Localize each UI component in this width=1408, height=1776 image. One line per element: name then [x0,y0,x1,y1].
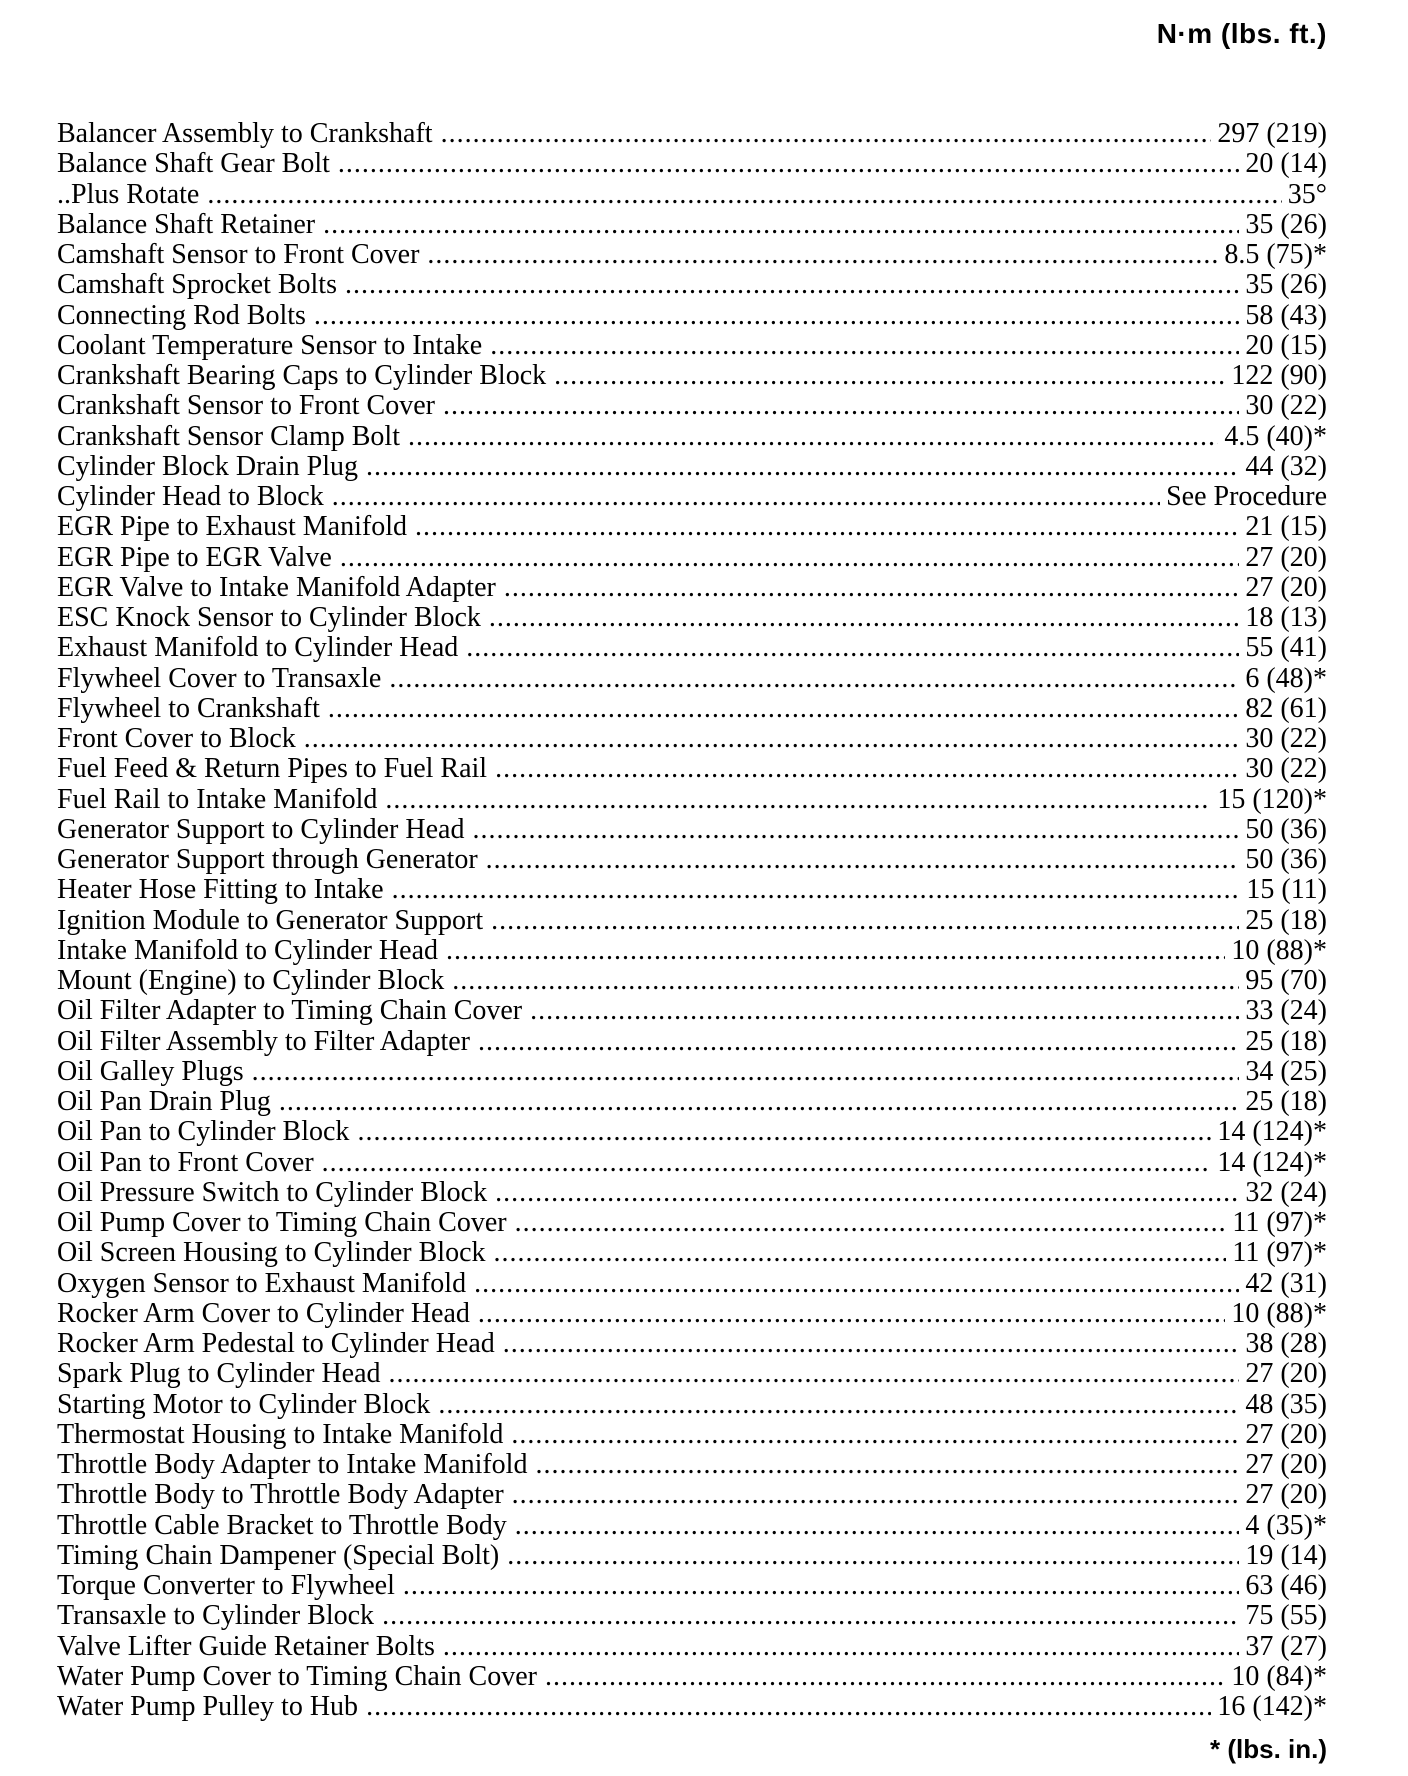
torque-spec-list [57,119,1327,1722]
dot-leader [389,664,1239,694]
spec-row [57,270,1327,300]
dot-leader [466,633,1239,663]
dot-leader [332,482,1160,512]
spec-value: 95 (70) [1245,966,1327,996]
dot-leader [441,119,1212,149]
spec-label: Oil Pan Drain Plug [57,1087,271,1117]
spec-label: EGR Pipe to Exhaust Manifold [57,512,407,543]
dot-leader [495,1178,1239,1208]
spec-row [57,1692,1327,1722]
spec-row [57,906,1327,936]
spec-row [57,391,1327,421]
spec-value: 4 (35)* [1245,1510,1327,1541]
spec-label: Flywheel Cover to Transaxle [57,663,382,694]
spec-label: EGR Pipe to EGR Valve [57,542,332,573]
spec-value: 75 (55) [1245,1601,1327,1632]
dot-leader [530,996,1239,1026]
dot-leader [438,1390,1239,1420]
spec-value: 14 (124)* [1217,1147,1327,1178]
spec-label: ESC Knock Sensor to Cylinder Block [57,603,481,633]
spec-row [57,1027,1327,1057]
spec-value: 4.5 (40)* [1224,421,1327,452]
dot-leader [443,1632,1239,1662]
spec-label: Throttle Cable Bracket to Throttle Body [57,1510,507,1541]
spec-row [57,512,1327,542]
dot-leader [472,815,1239,845]
spec-label: Spark Plug to Cylinder Head [57,1359,381,1390]
spec-row [57,875,1327,905]
spec-label: Coolant Temperature Sensor to Intake [57,330,483,361]
spec-row [57,331,1327,361]
spec-row [57,1299,1327,1329]
spec-label: Rocker Arm Cover to Cylinder Head [57,1298,470,1329]
spec-row [57,301,1327,331]
spec-row [57,573,1327,603]
spec-value: 82 (61) [1245,693,1327,724]
spec-value: 32 (24) [1245,1177,1327,1208]
spec-value: 30 (22) [1245,391,1327,422]
spec-row [57,1541,1327,1571]
spec-label: Thermostat Housing to Intake Manifold [57,1419,504,1450]
spec-label: Camshaft Sensor to Front Cover [57,240,420,270]
spec-row [57,1601,1327,1631]
spec-value: 35° [1287,179,1327,210]
spec-label: Intake Manifold to Cylinder Head [57,935,439,966]
spec-row [57,210,1327,240]
dot-leader [392,875,1241,905]
spec-row [57,845,1327,875]
spec-label: Front Cover to Block [57,724,296,754]
spec-label: Throttle Body to Throttle Body Adapter [57,1480,504,1511]
dot-leader [366,452,1239,482]
spec-row [57,1632,1327,1662]
spec-row [57,361,1327,391]
dot-leader [357,1117,1211,1147]
spec-value: 27 (20) [1245,572,1327,603]
spec-value: 33 (24) [1245,996,1327,1027]
spec-row [57,1662,1327,1692]
spec-label: Water Pump Cover to Timing Chain Cover [57,1661,537,1692]
spec-value: 10 (88)* [1231,935,1327,966]
dot-leader [328,694,1240,724]
spec-value: 25 (18) [1245,1026,1327,1057]
spec-value: 297 (219) [1217,119,1327,149]
spec-value: 20 (15) [1245,330,1327,361]
spec-value: 30 (22) [1245,724,1327,754]
spec-label: Balance Shaft Retainer [57,209,316,240]
spec-label: Generator Support to Cylinder Head [57,814,465,845]
spec-row [57,936,1327,966]
spec-label: Flywheel to Crankshaft [57,693,320,724]
spec-value: 37 (27) [1245,1631,1327,1662]
spec-label: Oil Pan to Front Cover [57,1147,314,1178]
dot-leader [494,1238,1227,1268]
dot-leader [338,149,1239,179]
spec-label: Camshaft Sprocket Bolts [57,270,337,301]
spec-value: 27 (20) [1245,542,1327,573]
dot-leader [515,1511,1240,1541]
spec-value: 44 (32) [1245,451,1327,482]
spec-value: 21 (15) [1245,512,1327,543]
dot-leader [385,785,1211,815]
dot-leader [366,1692,1211,1722]
spec-value: 8.5 (75)* [1224,240,1327,270]
dot-leader [443,391,1239,421]
spec-label: Transaxle to Cylinder Block [57,1601,375,1632]
dot-leader [446,936,1225,966]
spec-row [57,149,1327,179]
spec-row [57,785,1327,815]
footnote-lbs-in: * (lbs. in.) [1210,1734,1327,1764]
dot-leader [478,1027,1239,1057]
spec-label: Torque Converter to Flywheel [57,1571,395,1601]
spec-value: 58 (43) [1245,300,1327,331]
spec-row [57,724,1327,754]
spec-value: 34 (25) [1245,1056,1327,1087]
spec-row [57,452,1327,482]
dot-leader [322,1148,1212,1178]
spec-value: 50 (36) [1245,845,1327,875]
spec-label: ..Plus Rotate [57,179,200,210]
spec-value: 27 (20) [1245,1480,1327,1511]
spec-value: 35 (26) [1245,270,1327,301]
dot-leader [389,1359,1240,1389]
spec-label: Crankshaft Sensor Clamp Bolt [57,421,400,452]
spec-label: Exhaust Manifold to Cylinder Head [57,633,459,664]
dot-leader [415,512,1239,542]
dot-leader [495,754,1239,784]
spec-row [57,1359,1327,1389]
spec-value: 27 (20) [1245,1419,1327,1450]
spec-label: Oil Pressure Switch to Cylinder Block [57,1177,488,1208]
dot-leader [491,906,1239,936]
spec-row [57,1390,1327,1420]
spec-row [57,1057,1327,1087]
spec-label: Cylinder Block Drain Plug [57,451,358,482]
spec-row [57,694,1327,724]
spec-value: 122 (90) [1231,361,1327,391]
spec-row [57,543,1327,573]
spec-label: Balance Shaft Gear Bolt [57,149,330,180]
spec-label: Oil Screen Housing to Cylinder Block [57,1238,486,1269]
spec-label: Oil Galley Plugs [57,1056,244,1087]
spec-row [57,1238,1327,1268]
spec-value: 63 (46) [1245,1571,1327,1601]
spec-value: 10 (88)* [1231,1298,1327,1329]
spec-label: Fuel Feed & Return Pipes to Fuel Rail [57,754,488,785]
spec-row [57,1511,1327,1541]
dot-leader [345,270,1239,300]
spec-value: 35 (26) [1245,209,1327,240]
spec-value: 42 (31) [1245,1268,1327,1299]
spec-row [57,1148,1327,1178]
spec-row [57,1178,1327,1208]
spec-row [57,1208,1327,1238]
spec-row [57,422,1327,452]
dot-leader [490,331,1239,361]
spec-label: Crankshaft Sensor to Front Cover [57,391,435,422]
dot-leader [503,1329,1240,1359]
spec-label: Heater Hose Fitting to Intake [57,875,384,906]
dot-leader [452,966,1239,996]
unit-header: N·m (lbs. ft.) [1156,18,1327,49]
dot-leader [504,573,1240,603]
spec-value: 27 (20) [1245,1450,1327,1480]
spec-value: 27 (20) [1245,1359,1327,1390]
dot-leader [515,1208,1227,1238]
spec-label: Water Pump Pulley to Hub [57,1692,359,1722]
spec-row [57,633,1327,663]
spec-value: 15 (11) [1246,875,1327,906]
spec-row [57,1450,1327,1480]
spec-value: 11 (97)* [1232,1238,1327,1269]
spec-value: 20 (14) [1245,149,1327,180]
spec-row [57,603,1327,633]
spec-value: 48 (35) [1245,1389,1327,1420]
spec-label: Generator Support through Generator [57,845,478,875]
dot-leader [511,1420,1239,1450]
dot-leader [535,1450,1239,1480]
dot-leader [507,1541,1239,1571]
spec-row [57,180,1327,210]
dot-leader [279,1087,1239,1117]
dot-leader [408,422,1218,452]
spec-label: Oxygen Sensor to Exhaust Manifold [57,1268,467,1299]
spec-value: 25 (18) [1245,905,1327,936]
spec-label: Oil Pump Cover to Timing Chain Cover [57,1208,507,1238]
dot-leader [252,1057,1240,1087]
spec-label: Fuel Rail to Intake Manifold [57,784,378,815]
spec-row [57,482,1327,512]
spec-row [57,815,1327,845]
dot-leader [340,543,1240,573]
dot-leader [489,603,1239,633]
spec-label: Valve Lifter Guide Retainer Bolts [57,1631,435,1662]
spec-row [57,1329,1327,1359]
dot-leader [427,240,1218,270]
spec-value: 16 (142)* [1217,1692,1327,1722]
spec-label: Ignition Module to Generator Support [57,905,484,936]
spec-row [57,1420,1327,1450]
spec-row [57,664,1327,694]
spec-value: 25 (18) [1245,1087,1327,1117]
spec-row [57,1087,1327,1117]
spec-row [57,119,1327,149]
dot-leader [323,210,1239,240]
spec-label: EGR Valve to Intake Manifold Adapter [57,572,496,603]
spec-value: 50 (36) [1245,814,1327,845]
spec-row [57,966,1327,996]
spec-label: Oil Pan to Cylinder Block [57,1117,350,1148]
spec-row [57,1117,1327,1147]
dot-leader [403,1571,1239,1601]
dot-leader [314,301,1239,331]
spec-value: 38 (28) [1245,1329,1327,1359]
spec-label: Throttle Body Adapter to Intake Manifold [57,1450,528,1480]
spec-row [57,754,1327,784]
dot-leader [512,1480,1240,1510]
spec-value: 15 (120)* [1217,784,1327,815]
spec-value: 19 (14) [1245,1540,1327,1571]
spec-label: Oil Filter Assembly to Filter Adapter [57,1026,470,1057]
spec-value: 11 (97)* [1232,1208,1327,1238]
spec-value: 30 (22) [1245,754,1327,785]
spec-label: Rocker Arm Pedestal to Cylinder Head [57,1329,495,1359]
spec-value: 14 (124)* [1217,1117,1327,1148]
dot-leader [382,1601,1239,1631]
dot-leader [478,1299,1225,1329]
spec-label: Oil Filter Adapter to Timing Chain Cover [57,996,523,1027]
dot-leader [207,180,1281,210]
spec-label: Connecting Rod Bolts [57,300,306,331]
spec-row [57,1480,1327,1510]
spec-label: Cylinder Head to Block [57,482,324,512]
spec-row [57,1269,1327,1299]
spec-value: 10 (84)* [1231,1661,1327,1692]
dot-leader [474,1269,1239,1299]
spec-value: 6 (48)* [1245,663,1327,694]
spec-row [57,1571,1327,1601]
spec-label: Starting Motor to Cylinder Block [57,1389,431,1420]
dot-leader [545,1662,1225,1692]
spec-value: See Procedure [1166,482,1327,512]
spec-row [57,996,1327,1026]
spec-row [57,240,1327,270]
dot-leader [554,361,1225,391]
spec-label: Crankshaft Bearing Caps to Cylinder Block [57,361,547,391]
spec-label: Mount (Engine) to Cylinder Block [57,966,445,996]
spec-value: 18 (13) [1245,603,1327,633]
dot-leader [486,845,1240,875]
spec-label: Timing Chain Dampener (Special Bolt) [57,1540,500,1571]
dot-leader [304,724,1240,754]
spec-label: Balancer Assembly to Crankshaft [57,119,433,149]
spec-value: 55 (41) [1245,633,1327,664]
